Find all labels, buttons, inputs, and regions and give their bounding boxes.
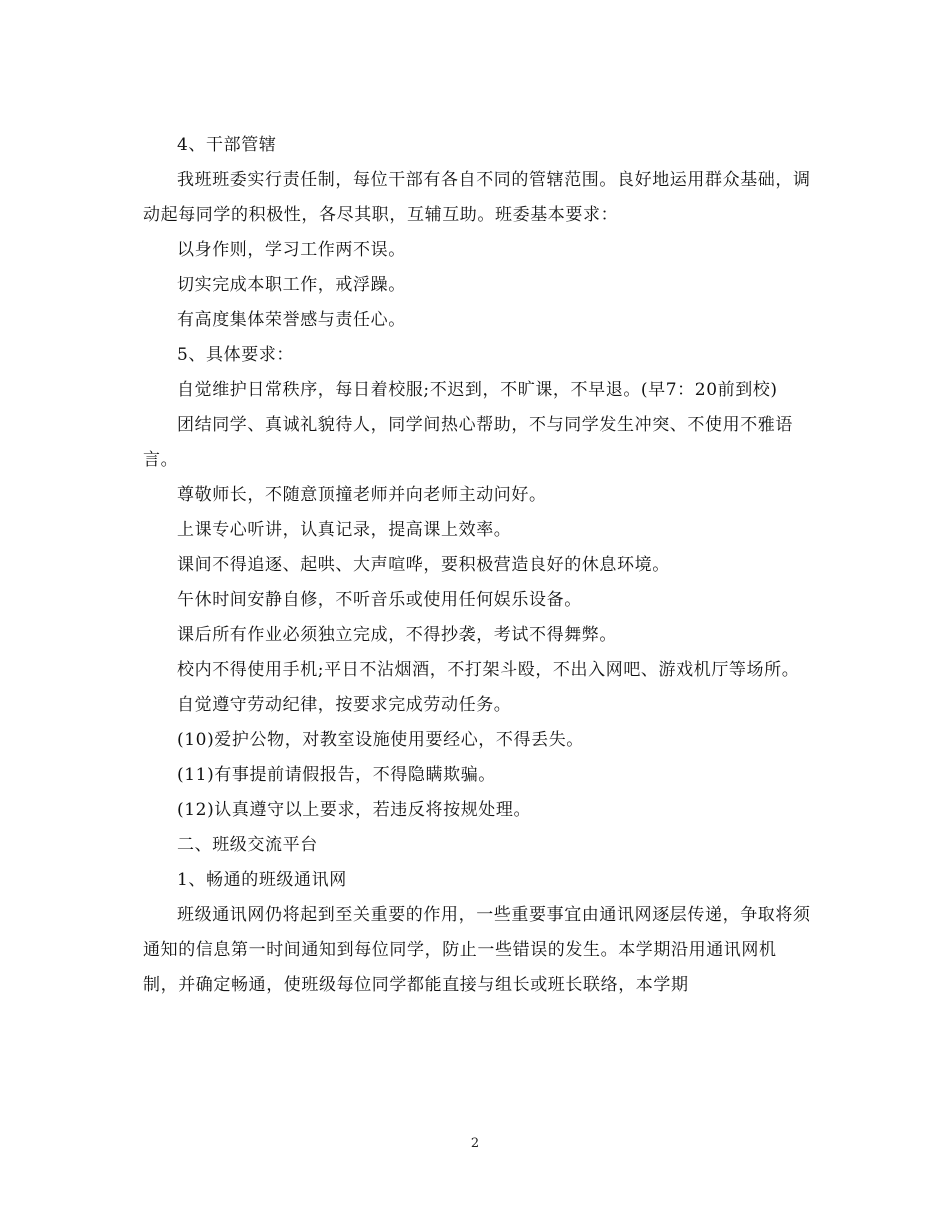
- section-heading-communication-network: 1、畅通的班级通讯网: [177, 870, 347, 890]
- list-item: 午休时间安静自修，不听音乐或使用任何娱乐设备。: [177, 590, 582, 610]
- page-number: 2: [470, 1136, 480, 1151]
- list-item: 团结同学、真诚礼貌待人，同学间热心帮助，不与同学发生冲突、不使用不雅语言。: [143, 415, 793, 470]
- section-heading-class-communication-platform: 二、班级交流平台: [177, 835, 318, 855]
- list-item: 切实完成本职工作，戒浮躁。: [177, 275, 406, 295]
- list-item: (10)爱护公物，对教室设施使用要经心，不得丢失。: [177, 730, 584, 750]
- list-item: 校内不得使用手机;平日不沾烟酒，不打架斗殴，不出入网吧、游戏机厅等场所。: [177, 660, 800, 680]
- list-item: 上课专心听讲，认真记录，提高课上效率。: [177, 520, 512, 540]
- list-item: 有高度集体荣誉感与责任心。: [177, 310, 406, 330]
- paragraph-communication-network: 班级通讯网仍将起到至关重要的作用，一些重要事宜由通讯网逐层传递，争取将须通知的信息第一时间通知到每位同学，防止一些错误的发生。本学期沿用通讯网机制，并确定畅通，使班级每位同学都能直接与组长或班长联络，本学期: [143, 905, 811, 995]
- list-item: 尊敬师长，不随意顶撞老师并向老师主动问好。: [177, 485, 547, 505]
- list-item: 以身作则，学习工作两不误。: [177, 240, 406, 260]
- document-body: [143, 128, 811, 1003]
- section-heading-cadre-jurisdiction: 4、干部管辖: [177, 135, 277, 155]
- section-heading-specific-requirements: 5、具体要求：: [177, 345, 295, 365]
- list-item: 自觉遵守劳动纪律，按要求完成劳动任务。: [177, 695, 512, 715]
- list-item: (11)有事提前请假报告，不得隐瞒欺骗。: [177, 765, 496, 785]
- paragraph-responsibility-system: 我班班委实行责任制，每位干部有各自不同的管辖范围。良好地运用群众基础，调动起每同学的积极性，各尽其职，互辅互助。班委基本要求：: [143, 170, 811, 225]
- list-item: (12)认真遵守以上要求，若违反将按规处理。: [177, 800, 532, 820]
- list-item: 课后所有作业必须独立完成，不得抄袭，考试不得舞弊。: [177, 625, 617, 645]
- list-item: 课间不得追逐、起哄、大声喧哗，要积极营造良好的休息环境。: [177, 555, 670, 575]
- list-item: 自觉维护日常秩序，每日着校服;不迟到，不旷课，不早退。(早7：20前到校): [177, 380, 778, 400]
